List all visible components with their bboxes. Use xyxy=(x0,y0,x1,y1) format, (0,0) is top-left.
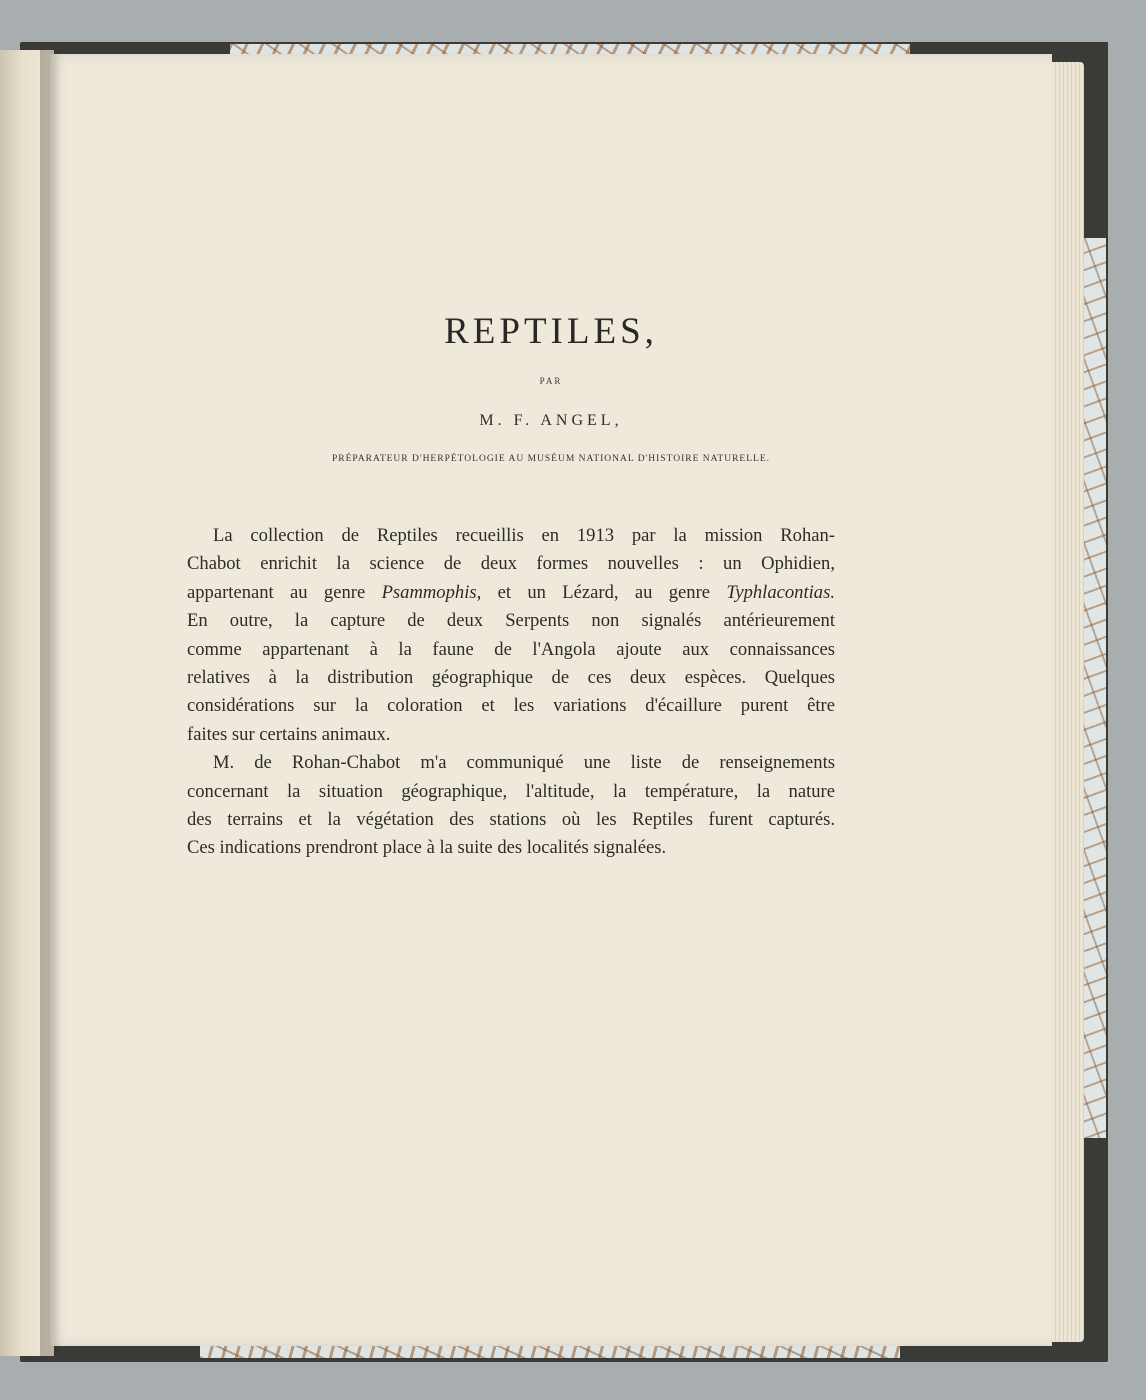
paragraph-1-line: La collection de Reptiles recueillis en 1913 par la mission Rohan- xyxy=(213,525,835,546)
page-title: REPTILES, xyxy=(444,311,658,352)
genus-typhlacontias: Typhlacontias. xyxy=(726,581,835,603)
paragraph-1-line: faites sur certains animaux. xyxy=(187,723,391,745)
paragraph-1-line: relatives à la distribution géographique de ces deux espèces. Quelques xyxy=(187,667,835,689)
paragraph-1-line: En outre, la capture de deux Serpents non signalés antérieurement xyxy=(187,610,835,632)
page-edges xyxy=(1048,62,1084,1342)
paragraph-2-line: Ces indications prendront place à la suite des localités signalées. xyxy=(187,837,667,859)
paragraph-2-line: M. de Rohan-Chabot m'a communiqué une liste de renseignements xyxy=(213,752,835,774)
author-name: M. F. ANGEL, xyxy=(479,412,623,429)
paragraph-1-line: considérations sur la coloration et les variations d'écaillure purent être xyxy=(187,695,835,717)
paragraph-1-line xyxy=(187,579,835,607)
text-run: et un Lézard, au genre xyxy=(481,581,727,603)
genus-psammophis: Psammophis, xyxy=(381,581,482,603)
text-run: appartenant au genre xyxy=(187,581,382,603)
body-text xyxy=(187,522,835,863)
book-page xyxy=(50,54,1052,1346)
page-gutter-shadow xyxy=(40,50,62,1356)
paragraph-1-line: comme appartenant à la faune de l'Angola ajoute aux connaissances xyxy=(187,638,835,660)
paragraph-1-line: Chabot enrichit la science de deux formes nouvelles : un Ophidien, xyxy=(187,553,835,575)
paragraph-2-line: des terrains et la végétation des stations où les Reptiles furent capturés. xyxy=(187,809,835,831)
author-affiliation: PRÉPARATEUR D'HERPÉTOLOGIE AU MUSÉUM NATIONAL D'HISTOIRE NATURELLE. xyxy=(331,454,771,464)
paragraph-2-line: concernant la situation géographique, l'altitude, la température, la nature xyxy=(187,780,835,802)
byline-par: PAR xyxy=(539,376,563,386)
